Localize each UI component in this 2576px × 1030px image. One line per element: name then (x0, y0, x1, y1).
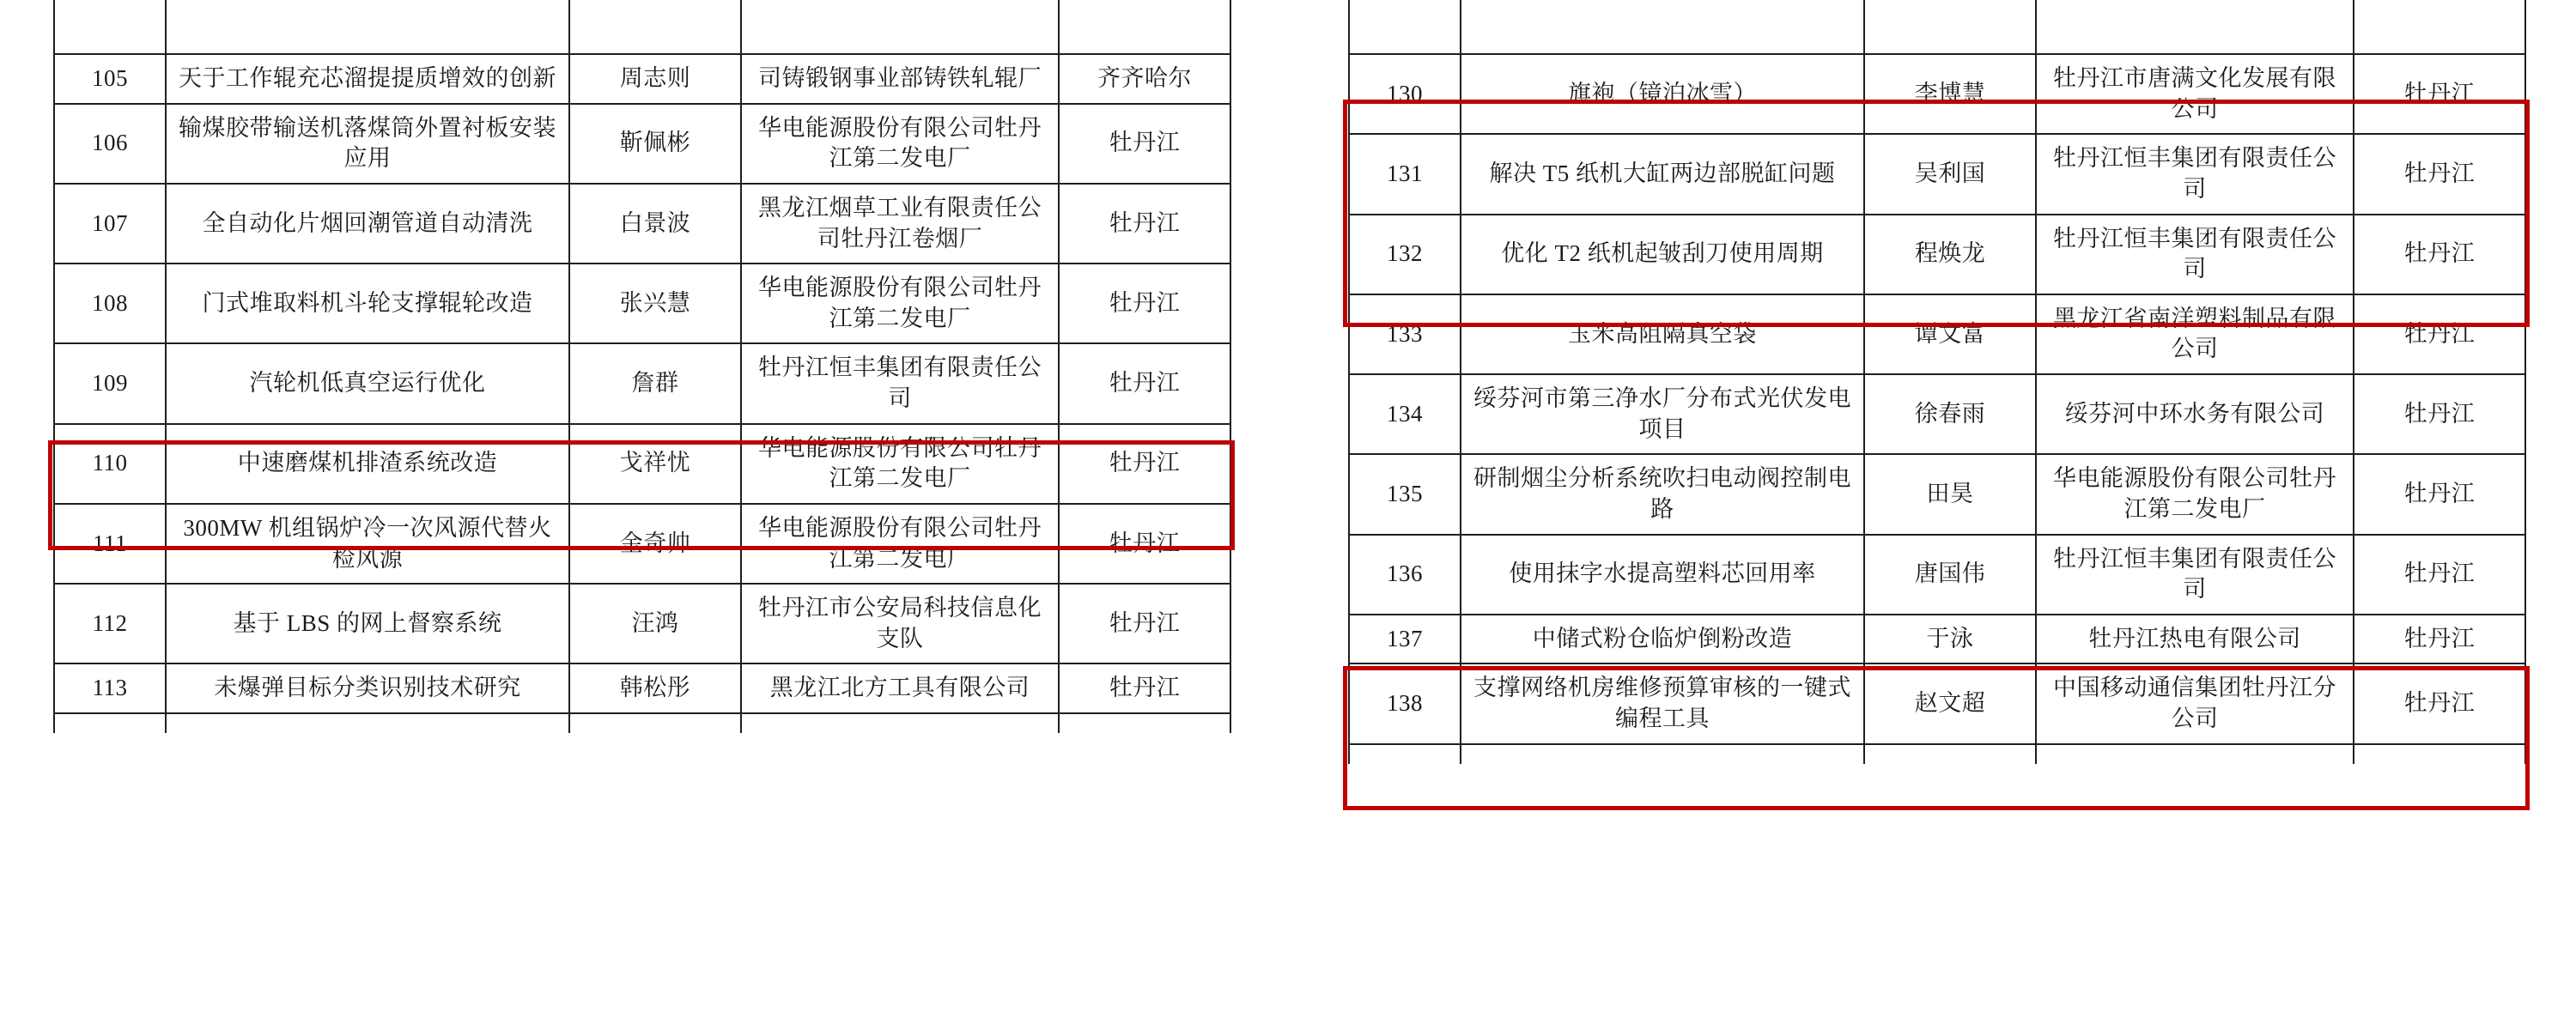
cell-city (2354, 0, 2525, 54)
cell-name: 程焕龙 (1864, 215, 2036, 294)
table-row-highlighted (1349, 134, 2525, 214)
cell-num: 138 (1349, 663, 1461, 743)
cell-num: 110 (54, 424, 166, 504)
table-row-clipped (54, 0, 1230, 54)
cell-org (2036, 744, 2354, 764)
cell-name: 赵文超 (1864, 663, 2036, 743)
cell-name: 于泳 (1864, 615, 2036, 664)
cell-title: 门式堆取料机斗轮支撑辊轮改造 (166, 264, 569, 343)
cell-num: 130 (1349, 54, 1461, 134)
cell-name: 靳佩彬 (569, 104, 741, 184)
cell-org (741, 0, 1059, 54)
cell-org: 华电能源股份有限公司牡丹江第二发电厂 (741, 424, 1059, 504)
cell-org: 华电能源股份有限公司牡丹江第二发电厂 (741, 504, 1059, 584)
cell-city: 牡丹江 (2354, 615, 2525, 664)
cell-name: 韩松彤 (569, 663, 741, 713)
cell-num: 137 (1349, 615, 1461, 664)
table-row (54, 184, 1230, 264)
cell-name (1864, 0, 2036, 54)
table-row (1349, 454, 2525, 534)
table-row (1349, 374, 2525, 454)
cell-title: 中速磨煤机排渣系统改造 (166, 424, 569, 504)
cell-num: 106 (54, 104, 166, 184)
cell-org: 华电能源股份有限公司牡丹江第二发电厂 (2036, 454, 2354, 534)
cell-title (1461, 0, 1864, 54)
cell-org (2036, 0, 2354, 54)
cell-num: 133 (1349, 294, 1461, 374)
cell-num (1349, 0, 1461, 54)
cell-name: 詹群 (569, 343, 741, 423)
cell-city: 牡丹江 (1059, 504, 1230, 584)
cell-org (741, 713, 1059, 733)
cell-city (2354, 744, 2525, 764)
cell-name (569, 713, 741, 733)
award-table-left (53, 0, 1231, 733)
table-row (54, 264, 1230, 343)
award-table-right (1348, 0, 2526, 764)
cell-title (166, 713, 569, 733)
cell-title: 解决 T5 纸机大缸两边部脱缸问题 (1461, 134, 1864, 214)
cell-title: 天于工作辊充芯溜提提质增效的创新 (166, 54, 569, 104)
cell-city: 牡丹江 (1059, 184, 1230, 264)
cell-num (54, 713, 166, 733)
cell-city: 牡丹江 (2354, 374, 2525, 454)
cell-city: 牡丹江 (1059, 343, 1230, 423)
cell-org: 绥芬河中环水务有限公司 (2036, 374, 2354, 454)
table-row-highlighted (1349, 535, 2525, 615)
table-row (54, 104, 1230, 184)
cell-org: 司铸锻钢事业部铸铁轧辊厂 (741, 54, 1059, 104)
cell-org: 牡丹江恒丰集团有限责任公司 (2036, 535, 2354, 615)
table-row (54, 424, 1230, 504)
cell-city: 牡丹江 (2354, 663, 2525, 743)
cell-name: 戈祥忧 (569, 424, 741, 504)
table-row (54, 584, 1230, 663)
cell-name: 周志则 (569, 54, 741, 104)
table-row (1349, 54, 2525, 134)
cell-num: 135 (1349, 454, 1461, 534)
cell-num (54, 0, 166, 54)
cell-num: 109 (54, 343, 166, 423)
cell-name (1864, 744, 2036, 764)
table-row (1349, 615, 2525, 664)
cell-org: 黑龙江省南洋塑料制品有限公司 (2036, 294, 2354, 374)
cell-title: 基于 LBS 的网上督察系统 (166, 584, 569, 663)
cell-num: 136 (1349, 535, 1461, 615)
table-row-clipped-bottom (1349, 744, 2525, 764)
cell-org: 牡丹江市公安局科技信息化支队 (741, 584, 1059, 663)
cell-title: 输煤胶带输送机落煤筒外置衬板安装应用 (166, 104, 569, 184)
table-row (1349, 663, 2525, 743)
cell-name: 金奇帅 (569, 504, 741, 584)
cell-title: 汽轮机低真空运行优化 (166, 343, 569, 423)
cell-org: 牡丹江恒丰集团有限责任公司 (741, 343, 1059, 423)
cell-num (1349, 744, 1461, 764)
cell-num: 132 (1349, 215, 1461, 294)
cell-org: 牡丹江热电有限公司 (2036, 615, 2354, 664)
cell-org: 华电能源股份有限公司牡丹江第二发电厂 (741, 104, 1059, 184)
cell-city: 齐齐哈尔 (1059, 54, 1230, 104)
cell-city: 牡丹江 (2354, 134, 2525, 214)
cell-city: 牡丹江 (1059, 424, 1230, 504)
cell-org: 黑龙江北方工具有限公司 (741, 663, 1059, 713)
cell-name: 田昊 (1864, 454, 2036, 534)
cell-city: 牡丹江 (1059, 584, 1230, 663)
cell-name: 唐国伟 (1864, 535, 2036, 615)
cell-title: 绥芬河市第三净水厂分布式光伏发电项目 (1461, 374, 1864, 454)
cell-title: 300MW 机组锅炉冷一次风源代替火检风源 (166, 504, 569, 584)
cell-title: 支撑网络机房维修预算审核的一键式编程工具 (1461, 663, 1864, 743)
cell-city: 牡丹江 (2354, 535, 2525, 615)
cell-name: 徐春雨 (1864, 374, 2036, 454)
cell-city: 牡丹江 (2354, 294, 2525, 374)
cell-title: 玉米高阻隔真空袋 (1461, 294, 1864, 374)
cell-name: 谭文富 (1864, 294, 2036, 374)
table-row (1349, 294, 2525, 374)
cell-city (1059, 713, 1230, 733)
cell-num: 107 (54, 184, 166, 264)
cell-name: 汪鸿 (569, 584, 741, 663)
table-row-clipped-bottom (54, 713, 1230, 733)
cell-name: 吴利国 (1864, 134, 2036, 214)
cell-city: 牡丹江 (2354, 215, 2525, 294)
cell-city: 牡丹江 (1059, 104, 1230, 184)
cell-org: 华电能源股份有限公司牡丹江第二发电厂 (741, 264, 1059, 343)
cell-title: 优化 T2 纸机起皱刮刀使用周期 (1461, 215, 1864, 294)
cell-title: 旗袍（镜泊冰雪） (1461, 54, 1864, 134)
cell-city: 牡丹江 (1059, 663, 1230, 713)
table-row-clipped (1349, 0, 2525, 54)
cell-num: 105 (54, 54, 166, 104)
cell-title: 中储式粉仓临炉倒粉改造 (1461, 615, 1864, 664)
cell-org: 黑龙江烟草工业有限责任公司牡丹江卷烟厂 (741, 184, 1059, 264)
cell-org: 牡丹江市唐满文化发展有限公司 (2036, 54, 2354, 134)
table-row (54, 54, 1230, 104)
left-table-container (53, 0, 1230, 733)
cell-title (1461, 744, 1864, 764)
cell-city: 牡丹江 (1059, 264, 1230, 343)
cell-num: 134 (1349, 374, 1461, 454)
cell-title: 全自动化片烟回潮管道自动清洗 (166, 184, 569, 264)
cell-title: 未爆弹目标分类识别技术研究 (166, 663, 569, 713)
cell-city: 牡丹江 (2354, 454, 2525, 534)
cell-title (166, 0, 569, 54)
cell-title: 研制烟尘分析系统吹扫电动阀控制电路 (1461, 454, 1864, 534)
cell-org: 牡丹江恒丰集团有限责任公司 (2036, 215, 2354, 294)
table-row (54, 663, 1230, 713)
cell-name: 李博慧 (1864, 54, 2036, 134)
cell-city: 牡丹江 (2354, 54, 2525, 134)
cell-num: 108 (54, 264, 166, 343)
cell-num: 131 (1349, 134, 1461, 214)
cell-org: 中国移动通信集团牡丹江分公司 (2036, 663, 2354, 743)
cell-num: 111 (54, 504, 166, 584)
cell-city (1059, 0, 1230, 54)
table-row-highlighted (1349, 215, 2525, 294)
cell-num: 113 (54, 663, 166, 713)
cell-name: 张兴慧 (569, 264, 741, 343)
cell-num: 112 (54, 584, 166, 663)
cell-title: 使用抹字水提高塑料芯回用率 (1461, 535, 1864, 615)
right-table-container (1348, 0, 2524, 764)
cell-org: 牡丹江恒丰集团有限责任公司 (2036, 134, 2354, 214)
table-row-highlighted (54, 343, 1230, 423)
cell-name: 白景波 (569, 184, 741, 264)
cell-name (569, 0, 741, 54)
table-row (54, 504, 1230, 584)
